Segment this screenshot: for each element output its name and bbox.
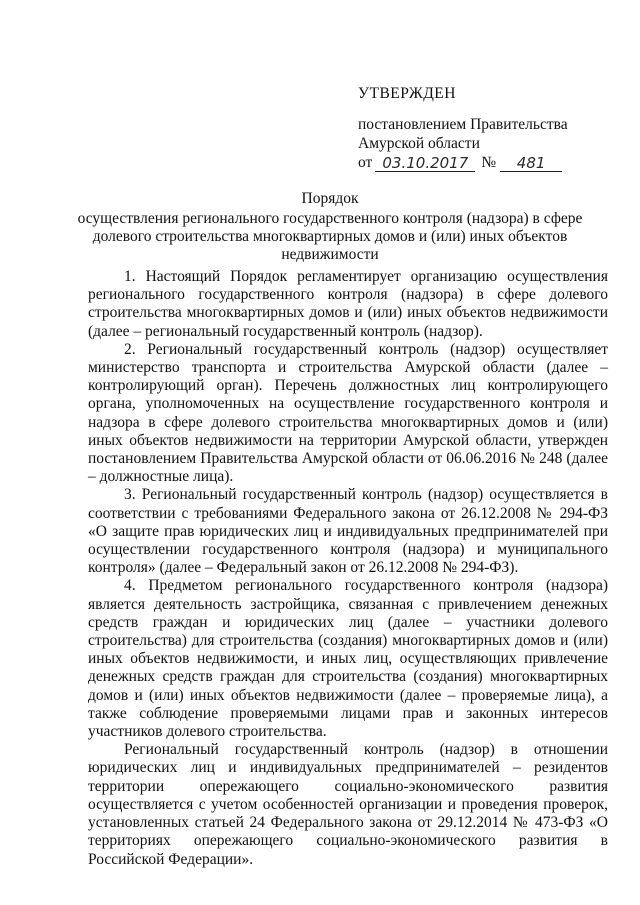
approval-date-handwritten: 03.10.2017 bbox=[375, 156, 475, 172]
document-heading bbox=[70, 190, 590, 264]
paragraph-4: 4. Предметом регионального государственного контроля (надзора) является деятельность застройщика, связанная с привлечением денежных средств граждан и юридических лиц (далее – участники долевого строительства) для строительства (создания) многоквартирных домов и (или) иных объектов недвижимости, и иных лиц, осуществляющих привлечение денежных средств граждан для строительства (создания) многоквартирных домов и (или) иных объектов недвижимости (далее – проверяемые лица), а также соблюдение проверяемыми лицами прав и законных интересов участников долевого строительства. bbox=[88, 577, 608, 741]
paragraph-2: 2. Региональный государственный контроль (надзор) осуществляет министерство транспорта и строительства Амурской области (далее – контролирующий орган). Перечень должностных лиц контролирующего органа, уполномоченных на осуществление государственного контроля и надзора в сфере долевого строительства многоквартирных домов и (или) иных объектов недвижимости на территории Амурской области, утвержден постановлением Правительства Амурской области от 06.06.2016 № 248 (далее – должностные лица). bbox=[88, 340, 608, 486]
approval-line-1: постановлением Правительства bbox=[358, 116, 568, 133]
heading-line-1: осуществления регионального государственного контроля (надзора) в сфере bbox=[77, 210, 583, 227]
approval-block bbox=[358, 84, 618, 172]
heading-line-3: недвижимости bbox=[281, 246, 379, 263]
heading-title: Порядок bbox=[301, 190, 359, 207]
paragraph-1: 1. Настоящий Порядок регламентирует организацию осуществления регионального государственного контроля (надзора) в сфере долевого строительства многоквартирных домов и (или) иных объектов недвижимости (далее – региональный государственный контроль (надзор). bbox=[88, 268, 608, 340]
approval-date-number-line bbox=[358, 153, 618, 172]
paragraph-5: Региональный государственный контроль (надзор) в отношении юридических лиц и индивидуальных предпринимателей – резидентов территории опережающего социально-экономического развития осуществляется с учетом особенностей организации и проведения проверок, установленных статьей 24 Федерального закона от 29.12.2014 № 473-ФЗ «О территориях опережающего социально-экономического развития в Российской Федерации». bbox=[88, 741, 608, 868]
paragraph-3: 3. Региональный государственный контроль (надзор) осуществляется в соответствии с требованиями Федерального закона от 26.12.2008 № 294-ФЗ «О защите прав юридических лиц и индивидуальных предпринимателей при осуществлении государственного контроля (надзора) и муниципального контроля» (далее – Федеральный закон от 26.12.2008 № 294-ФЗ). bbox=[88, 486, 608, 577]
document-body bbox=[88, 268, 608, 869]
approval-from-label: от bbox=[358, 154, 373, 171]
approval-line-2: Амурской области bbox=[358, 135, 480, 152]
approval-number-sign: № bbox=[481, 154, 497, 171]
heading-line-2: долевого строительства многоквартирных домов и (или) иных объектов bbox=[92, 228, 568, 245]
approval-number-handwritten: 481 bbox=[500, 156, 562, 172]
approval-title: УТВЕРЖДЕН bbox=[358, 85, 456, 102]
